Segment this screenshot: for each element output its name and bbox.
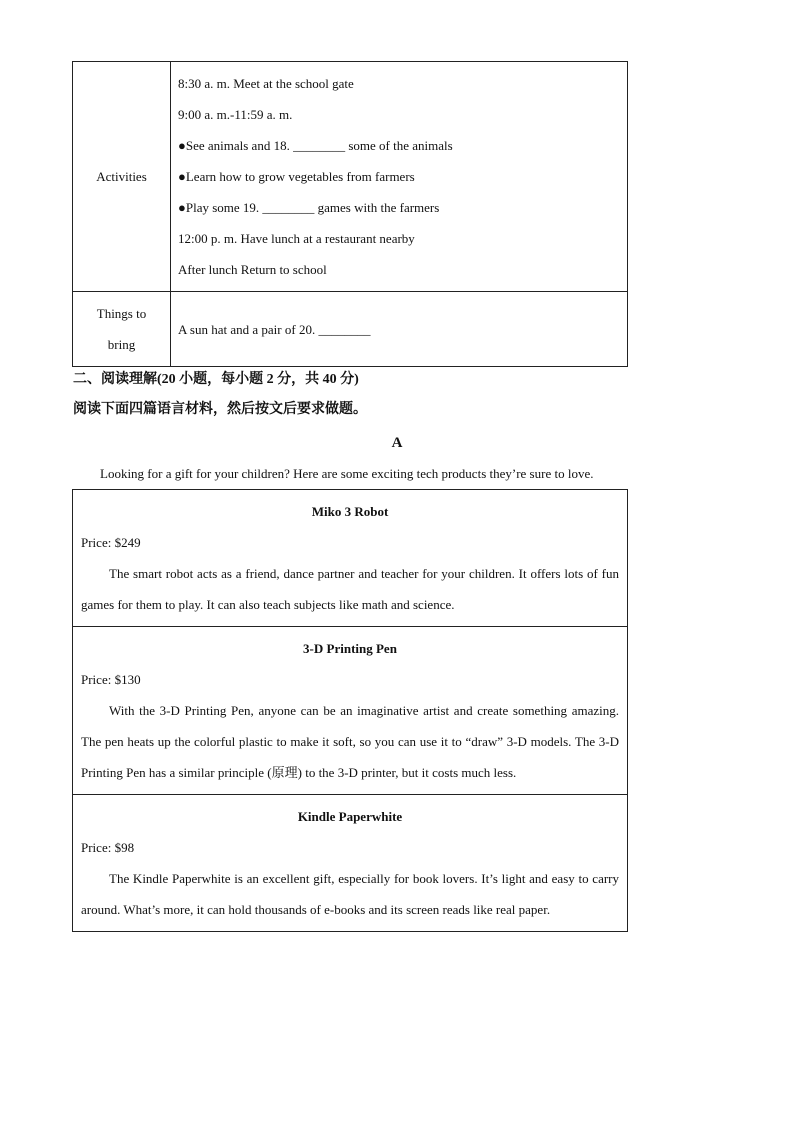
product-name: Miko 3 Robot [311, 504, 389, 519]
activity-line: 12:00 p. m. Have lunch at a restaurant nearby [178, 231, 415, 246]
things-text: A sun hat and a pair of 20. ________ [178, 321, 371, 337]
things-cell [171, 292, 628, 367]
product-description: With the 3-D Printing Pen, anyone can be an imaginative artist and create something amazing. The pen heats up the colorful plastic to make it soft, so you can use it to “draw” 3-D models. The 3-D Printing Pen has a similar principle (原理) to the 3-D printer, but it costs much less. [81, 703, 619, 780]
product-price: Price: $249 [81, 535, 141, 550]
things-label-line: bring [107, 337, 136, 352]
product-row [73, 490, 628, 627]
product-name: Kindle Paperwhite [297, 809, 403, 824]
product-price: Price: $130 [81, 672, 141, 687]
passage-intro: Looking for a gift for your children? Here are some exciting tech products they’re sure to love. [100, 466, 594, 481]
product-cell [73, 627, 628, 795]
activities-row [73, 62, 628, 292]
section-instruction: 阅读下面四篇语言材料，然后按文后要求做题。 [73, 402, 367, 417]
product-name: 3-D Printing Pen [303, 641, 397, 656]
schedule-table [72, 61, 628, 367]
passage-letter: A [391, 435, 403, 451]
product-description: The smart robot acts as a friend, dance partner and teacher for your children. It offers lots of fun games for them to play. It can also teach subjects like math and science. [81, 566, 619, 612]
activity-line: After lunch Return to school [178, 262, 327, 277]
activity-line: 8:30 a. m. Meet at the school gate [178, 76, 354, 91]
activities-cell [171, 62, 628, 292]
activity-line: ●Play some 19. ________ games with the farmers [178, 200, 440, 215]
product-description: The Kindle Paperwhite is an excellent gift, especially for book lovers. It’s light and easy to carry around. What’s more, it can hold thousands of e-books and its screen reads like real paper. [81, 871, 619, 917]
things-label [73, 292, 171, 367]
things-row [73, 292, 628, 367]
activity-line: ●See animals and 18. ________ some of the animals [178, 138, 453, 153]
activities-label: Activities [73, 62, 171, 292]
product-row [73, 795, 628, 932]
section-title: 二、阅读理解(20 小题，每小题 2 分，共 40 分) [73, 372, 359, 387]
things-label-line: Things to [96, 306, 147, 321]
product-cell [73, 795, 628, 932]
product-price: Price: $98 [81, 840, 135, 855]
activity-line: ●Learn how to grow vegetables from farmers [178, 169, 415, 184]
activity-line: 9:00 a. m.-11:59 a. m. [178, 107, 293, 122]
products-table [72, 489, 628, 932]
product-row [73, 627, 628, 795]
product-cell [73, 490, 628, 627]
